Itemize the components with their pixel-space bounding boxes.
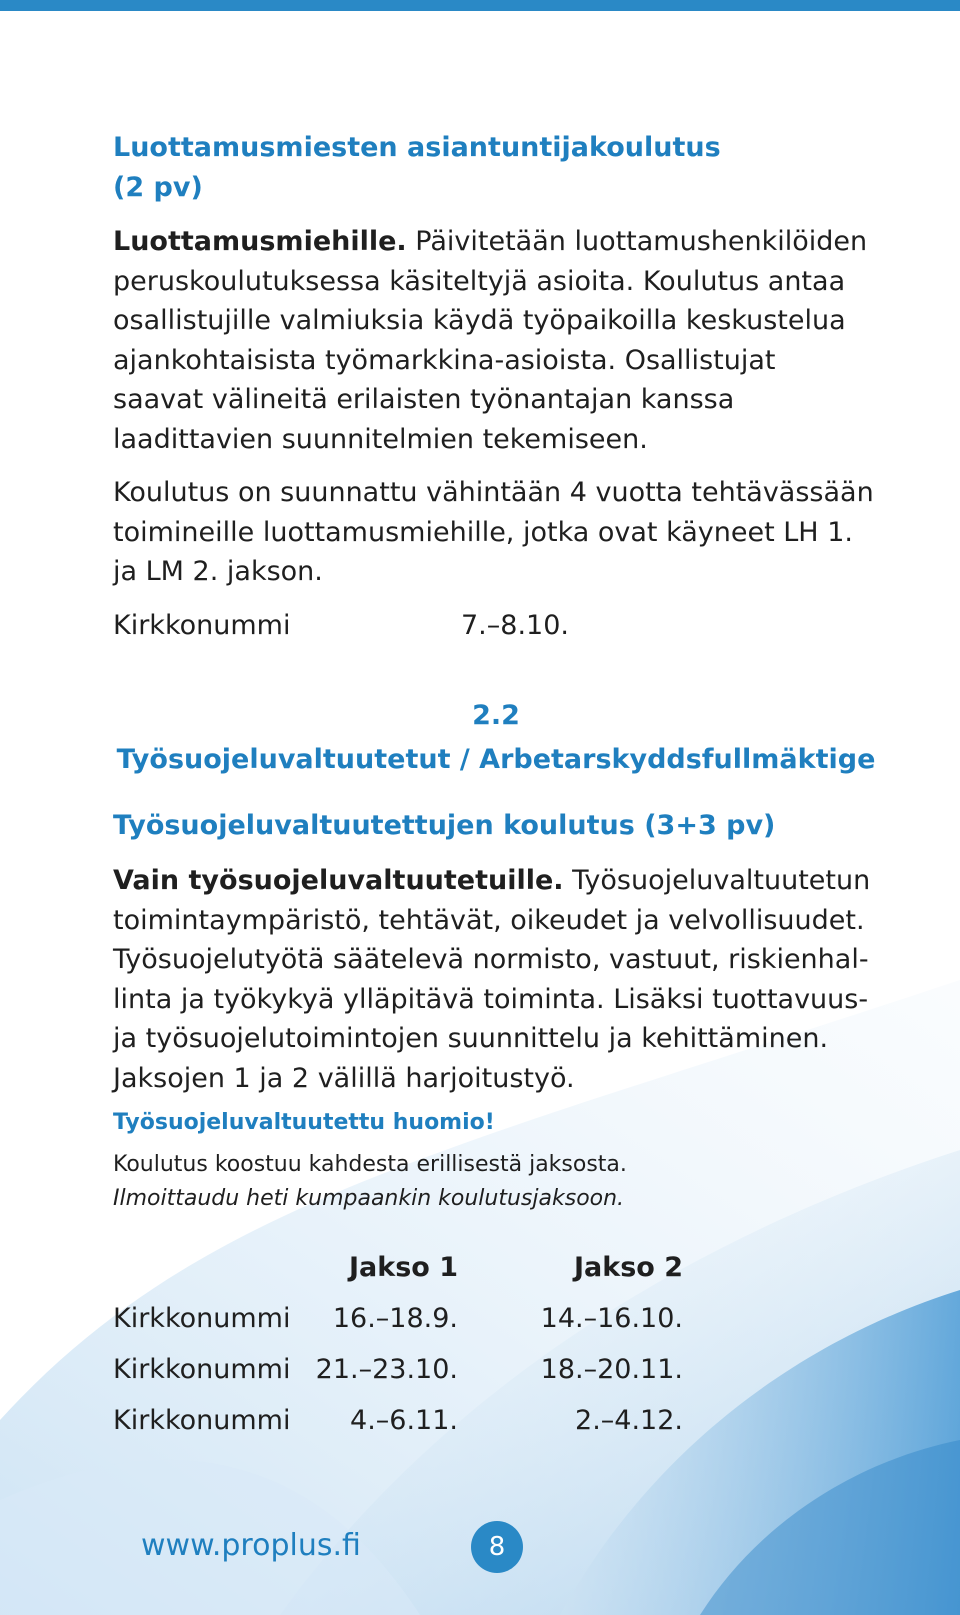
date: 7.–8.10. bbox=[461, 610, 569, 641]
row-jakso-1: 21.–23.10. bbox=[315, 1354, 458, 1385]
note-heading: Työsuojeluvaltuutettu huomio! bbox=[113, 1110, 495, 1135]
note-line: Koulutus koostuu kahdesta erillisestä jaksosta. bbox=[113, 1152, 627, 1177]
row-jakso-1: 16.–18.9. bbox=[332, 1303, 458, 1334]
page-number-badge: 8 bbox=[471, 1521, 523, 1573]
column-header-jakso-2: Jakso 2 bbox=[573, 1252, 683, 1283]
row-location: Kirkkonummi bbox=[113, 1405, 291, 1436]
schedule-header-row bbox=[113, 1252, 813, 1303]
row-jakso-1: 4.–6.11. bbox=[350, 1405, 458, 1436]
course-title-line1: Luottamusmiesten asiantuntijakoulutus bbox=[113, 132, 721, 163]
schedule-row bbox=[113, 1354, 813, 1405]
website-link[interactable]: www.proplus.fi bbox=[141, 1528, 361, 1563]
course2-description bbox=[113, 861, 883, 1098]
note-line-italic: Ilmoittaudu heti kumpaankin koulutusjaksoon. bbox=[113, 1186, 625, 1211]
course2-audience-label: Vain työsuojeluvaltuutetuille. bbox=[113, 865, 564, 896]
column-header-jakso-1: Jakso 1 bbox=[348, 1252, 458, 1283]
location: Kirkkonummi bbox=[113, 610, 291, 641]
course-description bbox=[113, 222, 873, 459]
course-title-line2: (2 pv) bbox=[113, 172, 203, 203]
row-jakso-2: 18.–20.11. bbox=[540, 1354, 683, 1385]
course2-description-text: Työsuojeluvaltuutetun toimintaympäristö, tehtävät, oikeudet ja velvollisuudet. Työsuojelutyötä säätelevä normisto, vastuut, riskienhallinta ja työkykyä ylläpitävä toiminta. Lisäksi tuottavuus- ja työsuojelutoimintojen suunnittelu ja kehittäminen. Jaksojen 1 ja 2 välillä harjoitustyö. bbox=[113, 865, 871, 1094]
course2-title: Työsuojeluvaltuutettujen koulutus (3+3 pv) bbox=[113, 810, 776, 841]
description-text: Päivitetään luottamushenkilöiden peruskoulutuksessa käsiteltyjä asioita. Koulutus antaa osallistujille valmiuksia käydä työpaikoilla keskustelua ajankohtaisista työmarkkina-asioista. Osallistujat saavat välineitä erilaisten työnantajan kanssa laadittavien suunnitelmien tekemiseen. bbox=[113, 226, 868, 455]
row-location: Kirkkonummi bbox=[113, 1303, 291, 1334]
schedule-table bbox=[113, 1252, 813, 1456]
course-eligibility: Koulutus on suunnattu vähintään 4 vuotta tehtävässään toimineille luottamusmiehille, jotka ovat käyneet LH 1. ja LM 2. jakson. bbox=[113, 477, 874, 587]
row-jakso-2: 2.–4.12. bbox=[575, 1405, 683, 1436]
section-number: 2.2 bbox=[472, 700, 520, 731]
schedule-row bbox=[113, 1303, 813, 1354]
row-jakso-2: 14.–16.10. bbox=[540, 1303, 683, 1334]
audience-label: Luottamusmiehille. bbox=[113, 226, 407, 257]
section-title: Työsuojeluvaltuutetut / Arbetarskyddsfullmäktige bbox=[116, 744, 876, 775]
course-title bbox=[113, 128, 721, 208]
row-location: Kirkkonummi bbox=[113, 1354, 291, 1385]
schedule-row bbox=[113, 1405, 813, 1456]
